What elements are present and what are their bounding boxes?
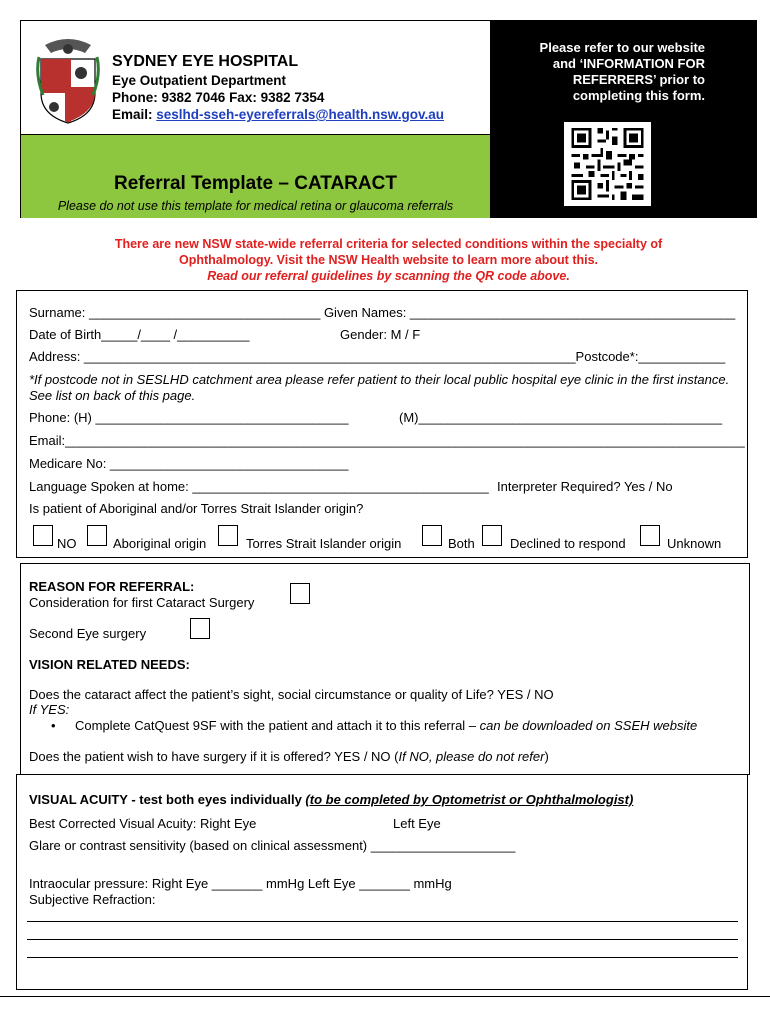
origin-question: Is patient of Aboriginal and/or Torres Strait Islander origin? — [29, 501, 364, 516]
refer-note-line: and ‘INFORMATION FOR — [552, 56, 705, 71]
surname-given-names-field[interactable]: Surname: ________________________________ Given Names: _____________________________________________ — [29, 305, 736, 320]
email-line — [112, 107, 444, 122]
refraction-line[interactable] — [27, 957, 738, 958]
origin-option-label: Aboriginal origin — [113, 536, 207, 551]
visual-acuity-heading — [29, 792, 633, 807]
origin-option-label: Declined to respond — [510, 536, 626, 551]
refraction-line[interactable] — [27, 921, 738, 922]
postcode-note: *If postcode not in SESLHD catchment area please refer patient to their local public hospital eye clinic in the first instance. See list on back of this page. — [29, 372, 730, 403]
if-yes-label: If YES: — [29, 702, 70, 717]
header-panel — [20, 20, 757, 218]
intraocular-pressure-field[interactable]: Intraocular pressure: Right Eye _______ mmHg Left Eye _______ mmHg — [29, 876, 452, 891]
first-surgery-checkbox[interactable] — [290, 583, 310, 604]
email-field[interactable]: Email:______________________________________________________________________________________________ — [29, 433, 745, 448]
glare-sensitivity-field[interactable]: Glare or contrast sensitivity (based on clinical assessment) ____________________ — [29, 838, 516, 853]
bcva-left-eye-field[interactable]: Left Eye — [393, 816, 441, 831]
notice-line: Read our referral guidelines by scanning the QR code above. — [207, 269, 570, 283]
origin-declined-checkbox[interactable] — [482, 525, 502, 546]
referrer-info-panel — [490, 21, 756, 218]
cataract-effect-question[interactable]: Does the cataract affect the patient’s sight, social circumstance or quality of Life? YES / NO — [29, 687, 554, 702]
address-postcode-field[interactable]: Address: ____________________________________________________________________Postcode*:____________ — [29, 349, 726, 364]
language-field[interactable]: Language Spoken at home: _________________________________________ — [29, 479, 489, 494]
refer-note-line: completing this form. — [572, 88, 705, 103]
bcva-right-eye-field[interactable]: Best Corrected Visual Acuity: Right Eye — [29, 816, 257, 831]
reason-for-referral-section — [20, 563, 750, 775]
patient-details-section — [16, 290, 748, 558]
origin-aboriginal-checkbox[interactable] — [87, 525, 107, 546]
wish-surgery-end: ) — [544, 749, 549, 764]
wish-surgery-note: If NO, please do not refer — [398, 749, 545, 764]
catquest-text: Complete CatQuest 9SF with the patient and attach it to this referral – — [75, 718, 480, 733]
template-title: Referral Template – CATARACT — [114, 173, 397, 194]
gender-field[interactable]: Gender: M / F — [340, 327, 421, 342]
subjective-refraction-label: Subjective Refraction: — [29, 892, 156, 907]
page-bottom-divider — [0, 996, 770, 997]
origin-no-checkbox[interactable] — [33, 525, 53, 546]
origin-unknown-checkbox[interactable] — [640, 525, 660, 546]
template-subtitle: Please do not use this template for medical retina or glaucoma referrals — [57, 199, 454, 213]
origin-option-label: Unknown — [667, 536, 722, 551]
notice-line: Ophthalmology. Visit the NSW Health website to learn more about this. — [178, 253, 599, 267]
phone-fax: Phone: 9382 7046 Fax: 9382 7354 — [112, 90, 325, 105]
second-eye-label: Second Eye surgery — [29, 626, 147, 641]
hospital-crest-icon — [35, 35, 101, 125]
phone-mobile-field[interactable]: (M)__________________________________________ — [399, 410, 723, 425]
qr-code-icon[interactable] — [564, 122, 651, 206]
reason-heading: REASON FOR REFERRAL: — [29, 579, 195, 594]
bullet-icon: • — [51, 718, 56, 733]
vision-needs-heading: VISION RELATED NEEDS: — [29, 657, 190, 672]
date-of-birth-field[interactable]: Date of Birth_____/____ /__________ — [29, 327, 250, 342]
hospital-name: SYDNEY EYE HOSPITAL — [112, 53, 299, 70]
refer-note-line: Please refer to our website — [539, 40, 705, 55]
origin-torres-strait-checkbox[interactable] — [218, 525, 238, 546]
email-link[interactable]: seslhd-sseh-eyereferrals@health.nsw.gov.au — [156, 107, 445, 122]
second-eye-checkbox[interactable] — [190, 618, 210, 639]
origin-option-label: NO — [57, 536, 77, 551]
visual-acuity-note: (to be completed by Optometrist or Ophthalmologist) — [305, 792, 634, 807]
origin-option-label: Both — [448, 536, 475, 551]
medicare-field[interactable]: Medicare No: _________________________________ — [29, 456, 349, 471]
phone-home-field[interactable]: Phone: (H) ___________________________________ — [29, 410, 349, 425]
refer-note-line: REFERRERS’ prior to — [572, 72, 705, 87]
visual-acuity-title: VISUAL ACUITY - test both eyes individually — [29, 792, 306, 807]
catquest-instruction — [75, 718, 725, 733]
visual-acuity-section — [16, 774, 748, 990]
department-name: Eye Outpatient Department — [112, 73, 287, 88]
interpreter-field[interactable]: Interpreter Required? Yes / No — [497, 479, 673, 494]
origin-both-checkbox[interactable] — [422, 525, 442, 546]
notice-line: There are new NSW state-wide referral criteria for selected conditions within the specialty of — [114, 237, 663, 251]
email-label: Email: — [112, 107, 157, 122]
catquest-download-note: can be downloaded on SSEH website — [479, 718, 698, 733]
template-title-banner — [21, 134, 490, 218]
origin-option-label: Torres Strait Islander origin — [246, 536, 402, 551]
hospital-info — [21, 21, 490, 134]
refer-note — [490, 40, 705, 104]
first-surgery-label: Consideration for first Cataract Surgery — [29, 595, 255, 610]
refraction-line[interactable] — [27, 939, 738, 940]
wish-surgery-text: Does the patient wish to have surgery if it is offered? YES / NO ( — [29, 749, 399, 764]
criteria-notice — [20, 236, 757, 284]
wish-surgery-question[interactable] — [29, 749, 549, 764]
